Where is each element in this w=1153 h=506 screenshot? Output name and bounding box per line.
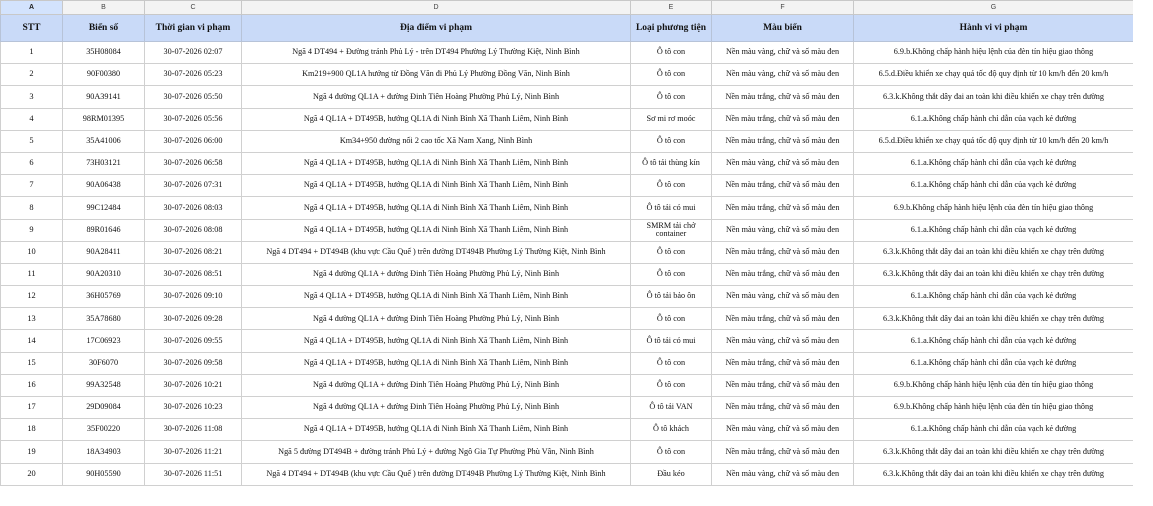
cell-thoi-gian[interactable]: 30-07-2026 06:58 [145,152,242,174]
header-mau-bien[interactable]: Màu biển [712,15,854,42]
cell-thoi-gian[interactable]: 30-07-2026 09:55 [145,330,242,352]
cell-mau-bien[interactable]: Nền màu vàng, chữ và số màu đen [712,152,854,174]
cell-bien-so[interactable]: 17C06923 [63,330,145,352]
cell-thoi-gian[interactable]: 30-07-2026 07:31 [145,175,242,197]
cell-stt[interactable]: 3 [1,86,63,108]
cell-hanh-vi[interactable]: 6.9.b.Không chấp hành hiệu lệnh của đèn tín hiệu giao thông [854,197,1134,219]
cell-dia-diem[interactable]: Ngã 4 đường QL1A + đường Đinh Tiên Hoàng Phường Phủ Lý, Ninh Bình [242,374,631,396]
cell-bien-so[interactable]: 35F00220 [63,419,145,441]
table-row [1,108,1134,130]
cell-stt[interactable]: 4 [1,108,63,130]
cell-bien-so[interactable]: 90A39141 [63,86,145,108]
header-dia-diem[interactable]: Địa điểm vi phạm [242,15,631,42]
header-hanh-vi[interactable]: Hành vi vi phạm [854,15,1134,42]
cell-stt[interactable]: 8 [1,197,63,219]
cell-bien-so[interactable]: 99C12484 [63,197,145,219]
cell-hanh-vi[interactable]: 6.1.a.Không chấp hành chỉ dẫn của vạch kẻ đường [854,286,1134,308]
table-row [1,86,1134,108]
cell-loai-phuong-tien[interactable]: SMRM tải chở container [631,219,712,241]
cell-stt[interactable]: 5 [1,130,63,152]
cell-bien-so[interactable]: 90A06438 [63,175,145,197]
cell-loai-phuong-tien[interactable]: Ô tô con [631,64,712,86]
cell-loai-phuong-tien[interactable]: Ô tô con [631,374,712,396]
cell-dia-diem[interactable]: Ngã 5 đường DT494B + đường tránh Phủ Lý + đường Ngô Gia Tự Phường Phù Vân, Ninh Bình [242,441,631,463]
table-row [1,219,1134,241]
cell-loai-phuong-tien[interactable]: Ô tô tải có mui [631,197,712,219]
cell-hanh-vi[interactable]: 6.1.a.Không chấp hành chỉ dẫn của vạch kẻ đường [854,352,1134,374]
table-row [1,175,1134,197]
cell-mau-bien[interactable]: Nền màu trắng, chữ và số màu đen [712,197,854,219]
cell-dia-diem[interactable]: Ngã 4 QL1A + DT495B, hướng QL1A đi Ninh Bình Xã Thanh Liêm, Ninh Bình [242,108,631,130]
cell-bien-so[interactable]: 35A41006 [63,130,145,152]
cell-bien-so[interactable]: 18A34903 [63,441,145,463]
cell-loai-phuong-tien[interactable]: Ô tô tải VAN [631,397,712,419]
cell-loai-phuong-tien[interactable]: Sơ mi rơ moóc [631,108,712,130]
cell-dia-diem[interactable]: Ngã 4 QL1A + DT495B, hướng QL1A đi Ninh Bình Xã Thanh Liêm, Ninh Bình [242,419,631,441]
cell-loai-phuong-tien[interactable]: Ô tô con [631,352,712,374]
cell-thoi-gian[interactable]: 30-07-2026 08:51 [145,263,242,285]
cell-thoi-gian[interactable]: 30-07-2026 10:23 [145,397,242,419]
cell-hanh-vi[interactable]: 6.1.a.Không chấp hành chỉ dẫn của vạch kẻ đường [854,152,1134,174]
cell-hanh-vi[interactable]: 6.1.a.Không chấp hành chỉ dẫn của vạch kẻ đường [854,219,1134,241]
cell-stt[interactable]: 14 [1,330,63,352]
cell-loai-phuong-tien[interactable]: Ô tô tải thùng kín [631,152,712,174]
cell-mau-bien[interactable]: Nền màu trắng, chữ và số màu đen [712,308,854,330]
cell-stt[interactable]: 13 [1,308,63,330]
cell-stt[interactable]: 2 [1,64,63,86]
table-row [1,330,1134,352]
cell-stt[interactable]: 20 [1,463,63,485]
table-row [1,263,1134,285]
cell-loai-phuong-tien[interactable]: Ô tô con [631,441,712,463]
table-row [1,441,1134,463]
cell-mau-bien[interactable]: Nền màu trắng, chữ và số màu đen [712,86,854,108]
table-row [1,419,1134,441]
cell-thoi-gian[interactable]: 30-07-2026 06:00 [145,130,242,152]
cell-mau-bien[interactable]: Nền màu trắng, chữ và số màu đen [712,374,854,396]
column-letter-b[interactable]: B [63,1,145,15]
column-letter-f[interactable]: F [712,1,854,15]
cell-dia-diem[interactable]: Ngã 4 QL1A + DT495B, hướng QL1A đi Ninh Bình Xã Thanh Liêm, Ninh Bình [242,219,631,241]
cell-hanh-vi[interactable]: 6.3.k.Không thắt dây đai an toàn khi điều khiển xe chạy trên đường [854,241,1134,263]
cell-stt[interactable]: 11 [1,263,63,285]
cell-bien-so[interactable]: 90H05590 [63,463,145,485]
cell-bien-so[interactable]: 73H03121 [63,152,145,174]
column-letter-a[interactable]: A [1,1,63,15]
cell-thoi-gian[interactable]: 30-07-2026 09:28 [145,308,242,330]
cell-mau-bien[interactable]: Nền màu trắng, chữ và số màu đen [712,241,854,263]
cell-loai-phuong-tien[interactable]: Đầu kéo [631,463,712,485]
cell-stt[interactable]: 17 [1,397,63,419]
cell-thoi-gian[interactable]: 30-07-2026 09:58 [145,352,242,374]
cell-thoi-gian[interactable]: 30-07-2026 05:56 [145,108,242,130]
cell-hanh-vi[interactable]: 6.1.a.Không chấp hành chỉ dẫn của vạch kẻ đường [854,108,1134,130]
table-row [1,130,1134,152]
cell-stt[interactable]: 9 [1,219,63,241]
cell-hanh-vi[interactable]: 6.3.k.Không thắt dây đai an toàn khi điều khiển xe chạy trên đường [854,441,1134,463]
cell-dia-diem[interactable]: Ngã 4 DT494 + DT494B (khu vực Cầu Quế ) trên đường DT494B Phường Lý Thường Kiệt, Ninh Bình [242,241,631,263]
cell-mau-bien[interactable]: Nền màu trắng, chữ và số màu đen [712,130,854,152]
table-row [1,42,1134,64]
sheet-blank-area [1133,0,1153,506]
cell-dia-diem[interactable]: Ngã 4 đường QL1A + đường Đinh Tiên Hoàng Phường Phủ Lý, Ninh Bình [242,308,631,330]
cell-thoi-gian[interactable]: 30-07-2026 11:08 [145,419,242,441]
cell-loai-phuong-tien[interactable]: Ô tô con [631,308,712,330]
cell-hanh-vi[interactable]: 6.5.d.Điều khiển xe chạy quá tốc độ quy định từ 10 km/h đến 20 km/h [854,130,1134,152]
cell-loai-phuong-tien[interactable]: Ô tô con [631,86,712,108]
cell-thoi-gian[interactable]: 30-07-2026 02:07 [145,42,242,64]
table-header-row [1,15,1134,42]
cell-loai-phuong-tien[interactable]: Ô tô con [631,263,712,285]
cell-thoi-gian[interactable]: 30-07-2026 08:08 [145,219,242,241]
column-letter-g[interactable]: G [854,1,1134,15]
cell-loai-phuong-tien[interactable]: Ô tô con [631,42,712,64]
cell-hanh-vi[interactable]: 6.3.k.Không thắt dây đai an toàn khi điều khiển xe chạy trên đường [854,263,1134,285]
cell-stt[interactable]: 18 [1,419,63,441]
cell-loai-phuong-tien[interactable]: Ô tô con [631,130,712,152]
cell-hanh-vi[interactable]: 6.1.a.Không chấp hành chỉ dẫn của vạch kẻ đường [854,419,1134,441]
cell-stt[interactable]: 19 [1,441,63,463]
cell-thoi-gian[interactable]: 30-07-2026 11:21 [145,441,242,463]
cell-dia-diem[interactable]: Ngã 4 đường QL1A + đường Đinh Tiên Hoàng Phường Phủ Lý, Ninh Bình [242,397,631,419]
table-row [1,241,1134,263]
header-loai-phuong-tien[interactable]: Loại phương tiện [631,15,712,42]
cell-dia-diem[interactable]: Ngã 4 QL1A + DT495B, hướng QL1A đi Ninh Bình Xã Thanh Liêm, Ninh Bình [242,197,631,219]
column-letter-e[interactable]: E [631,1,712,15]
cell-thoi-gian[interactable]: 30-07-2026 05:50 [145,86,242,108]
cell-bien-so[interactable]: 89R01646 [63,219,145,241]
cell-thoi-gian[interactable]: 30-07-2026 08:03 [145,197,242,219]
cell-dia-diem[interactable]: Ngã 4 DT494 + DT494B (khu vực Cầu Quế ) trên đường DT494B Phường Lý Thường Kiệt, Ninh Bình [242,463,631,485]
cell-bien-so[interactable]: 90A28411 [63,241,145,263]
cell-bien-so[interactable]: 35A78680 [63,308,145,330]
cell-stt[interactable]: 7 [1,175,63,197]
cell-bien-so[interactable]: 35H08084 [63,42,145,64]
cell-bien-so[interactable]: 90F00380 [63,64,145,86]
cell-bien-so[interactable]: 99A32548 [63,374,145,396]
cell-thoi-gian[interactable]: 30-07-2026 05:23 [145,64,242,86]
cell-loai-phuong-tien[interactable]: Ô tô tải bảo ôn [631,286,712,308]
table-row [1,352,1134,374]
table-row [1,286,1134,308]
cell-hanh-vi[interactable]: 6.9.b.Không chấp hành hiệu lệnh của đèn tín hiệu giao thông [854,374,1134,396]
header-stt[interactable]: STT [1,15,63,42]
column-letter-c[interactable]: C [145,1,242,15]
cell-bien-so[interactable]: 90A20310 [63,263,145,285]
cell-dia-diem[interactable]: Ngã 4 đường QL1A + đường Đinh Tiên Hoàng Phường Phủ Lý, Ninh Bình [242,263,631,285]
cell-mau-bien[interactable]: Nền màu vàng, chữ và số màu đen [712,219,854,241]
cell-thoi-gian[interactable]: 30-07-2026 10:21 [145,374,242,396]
cell-loai-phuong-tien[interactable]: Ô tô khách [631,419,712,441]
cell-mau-bien[interactable]: Nền màu trắng, chữ và số màu đen [712,397,854,419]
cell-bien-so[interactable]: 29D09084 [63,397,145,419]
cell-hanh-vi[interactable]: 6.1.a.Không chấp hành chỉ dẫn của vạch kẻ đường [854,330,1134,352]
cell-bien-so[interactable]: 98RM01395 [63,108,145,130]
cell-thoi-gian[interactable]: 30-07-2026 09:10 [145,286,242,308]
table-row [1,64,1134,86]
cell-mau-bien[interactable]: Nền màu vàng, chữ và số màu đen [712,330,854,352]
cell-thoi-gian[interactable]: 30-07-2026 08:21 [145,241,242,263]
cell-mau-bien[interactable]: Nền màu vàng, chữ và số màu đen [712,64,854,86]
cell-hanh-vi[interactable]: 6.3.k.Không thắt dây đai an toàn khi điều khiển xe chạy trên đường [854,86,1134,108]
cell-hanh-vi[interactable]: 6.3.k.Không thắt dây đai an toàn khi điều khiển xe chạy trên đường [854,308,1134,330]
cell-bien-so[interactable]: 36H05769 [63,286,145,308]
cell-thoi-gian[interactable]: 30-07-2026 11:51 [145,463,242,485]
cell-hanh-vi[interactable]: 6.9.b.Không chấp hành hiệu lệnh của đèn tín hiệu giao thông [854,397,1134,419]
cell-hanh-vi[interactable]: 6.3.k.Không thắt dây đai an toàn khi điều khiển xe chạy trên đường [854,463,1134,485]
cell-loai-phuong-tien[interactable]: Ô tô con [631,175,712,197]
header-bien-so[interactable]: Biển số [63,15,145,42]
cell-stt[interactable]: 12 [1,286,63,308]
cell-stt[interactable]: 10 [1,241,63,263]
table-row [1,397,1134,419]
cell-mau-bien[interactable]: Nền màu trắng, chữ và số màu đen [712,352,854,374]
cell-mau-bien[interactable]: Nền màu trắng, chữ và số màu đen [712,108,854,130]
cell-hanh-vi[interactable]: 6.1.a.Không chấp hành chỉ dẫn của vạch kẻ đường [854,175,1134,197]
cell-dia-diem[interactable]: Km219+900 QL1A hướng từ Đồng Văn đi Phủ Lý Phường Đồng Văn, Ninh Bình [242,64,631,86]
cell-dia-diem[interactable]: Ngã 4 QL1A + DT495B, hướng QL1A đi Ninh Bình Xã Thanh Liêm, Ninh Bình [242,152,631,174]
cell-dia-diem[interactable]: Ngã 4 QL1A + DT495B, hướng QL1A đi Ninh Bình Xã Thanh Liêm, Ninh Bình [242,330,631,352]
cell-dia-diem[interactable]: Ngã 4 DT494 + Đường tránh Phủ Lý - trên DT494 Phường Lý Thường Kiệt, Ninh Bình [242,42,631,64]
cell-loai-phuong-tien[interactable]: Ô tô tải có mui [631,330,712,352]
cell-dia-diem[interactable]: Ngã 4 QL1A + DT495B, hướng QL1A đi Ninh Bình Xã Thanh Liêm, Ninh Bình [242,352,631,374]
cell-mau-bien[interactable]: Nền màu vàng, chữ và số màu đen [712,42,854,64]
cell-stt[interactable]: 6 [1,152,63,174]
table-row [1,152,1134,174]
cell-mau-bien[interactable]: Nền màu trắng, chữ và số màu đen [712,175,854,197]
column-letter-d[interactable]: D [242,1,631,15]
header-thoi-gian[interactable]: Thời gian vi phạm [145,15,242,42]
cell-dia-diem[interactable]: Ngã 4 QL1A + DT495B, hướng QL1A đi Ninh Bình Xã Thanh Liêm, Ninh Bình [242,175,631,197]
cell-dia-diem[interactable]: Ngã 4 QL1A + DT495B, hướng QL1A đi Ninh Bình Xã Thanh Liêm, Ninh Bình [242,286,631,308]
cell-dia-diem[interactable]: Km34+950 đường nối 2 cao tốc Xã Nam Xang, Ninh Bình [242,130,631,152]
cell-mau-bien[interactable]: Nền màu vàng, chữ và số màu đen [712,286,854,308]
cell-stt[interactable]: 1 [1,42,63,64]
cell-dia-diem[interactable]: Ngã 4 đường QL1A + đường Đinh Tiên Hoàng Phường Phủ Lý, Ninh Bình [242,86,631,108]
cell-hanh-vi[interactable]: 6.9.b.Không chấp hành hiệu lệnh của đèn tín hiệu giao thông [854,42,1134,64]
table-row [1,197,1134,219]
cell-mau-bien[interactable]: Nền màu vàng, chữ và số màu đen [712,463,854,485]
table-row [1,374,1134,396]
table-row [1,308,1134,330]
cell-mau-bien[interactable]: Nền màu trắng, chữ và số màu đen [712,441,854,463]
cell-loai-phuong-tien[interactable]: Ô tô con [631,241,712,263]
cell-stt[interactable]: 15 [1,352,63,374]
column-letter-header [1,1,1134,15]
cell-mau-bien[interactable]: Nền màu vàng, chữ và số màu đen [712,419,854,441]
cell-hanh-vi[interactable]: 6.5.d.Điều khiển xe chạy quá tốc độ quy định từ 10 km/h đến 20 km/h [854,64,1134,86]
cell-bien-so[interactable]: 30F6070 [63,352,145,374]
cell-stt[interactable]: 16 [1,374,63,396]
cell-mau-bien[interactable]: Nền màu trắng, chữ và số màu đen [712,263,854,285]
table-row [1,463,1134,485]
